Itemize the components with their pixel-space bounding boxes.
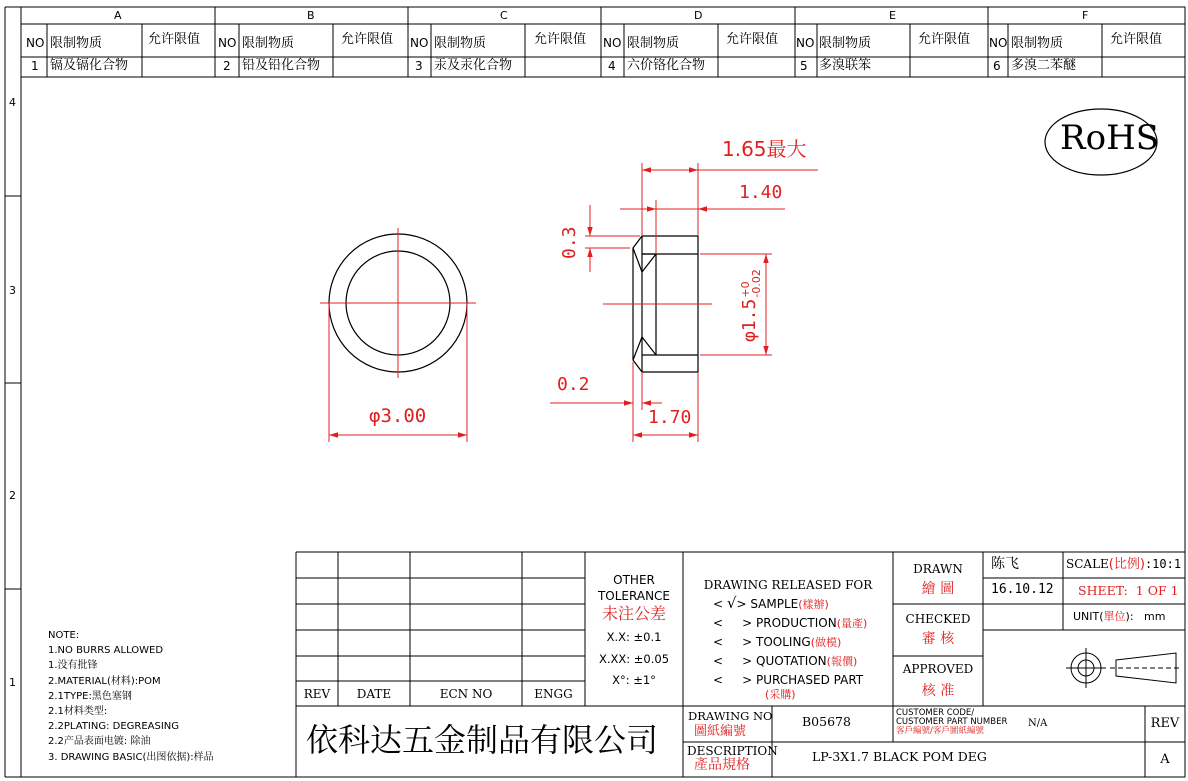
header-no: NO [796, 36, 815, 50]
rev-label: REV [1150, 715, 1180, 731]
release-option-production[interactable] [713, 614, 892, 633]
drawn-label-cn: 繪 圖 [921, 581, 955, 597]
tolerance-angle: X°: ±1° [612, 673, 656, 687]
drawn-by: 陈飞 [991, 556, 1019, 572]
unit-value: mm [1144, 610, 1166, 623]
header-limit: 允许限值 [918, 32, 971, 47]
scale-value: :10:1 [1144, 557, 1182, 571]
rev-value: A [1160, 751, 1170, 767]
release-mark: < [713, 616, 724, 630]
projection-symbol [1066, 648, 1182, 688]
unit-label-cn: 單位 [1103, 610, 1126, 623]
release-label-cn: (采購) [765, 688, 796, 701]
header-substance: 限制物质 [627, 36, 680, 51]
tolerance-xxx: X.XX: ±0.05 [598, 652, 670, 666]
description-label: DESCRIPTION [687, 744, 778, 758]
note-line: 3. DRAWING BASIC(出图依据):样品 [48, 751, 214, 763]
item-no: 6 [993, 59, 1001, 73]
description-label-cn: 產品規格 [694, 757, 750, 773]
dim-inner-dia-value: φ1.5 [739, 298, 760, 342]
header-no: NO [218, 36, 237, 50]
header-no: NO [26, 36, 45, 50]
checked-label: CHECKED [905, 612, 971, 626]
item-substance: 多溴联笨 [819, 58, 872, 73]
tolerance-title-2: TOLERANCE [597, 589, 671, 603]
note-line: NOTE: [48, 630, 80, 641]
drawing-no-label: DRAWING NO [688, 709, 773, 723]
note-line: 2.2产品表面电镀: 除油 [48, 736, 151, 748]
release-label-cn: (樣辦) [798, 598, 829, 611]
release-option-quotation[interactable] [713, 652, 892, 671]
zone-row-2: 2 [9, 489, 16, 502]
description-value: LP-3X1.7 BLACK POM DEG [812, 749, 987, 764]
approved-label-cn: 核 准 [921, 683, 955, 699]
item-no: 3 [415, 59, 423, 73]
zone-col-c: C [500, 9, 508, 22]
header-limit: 允许限值 [534, 32, 587, 47]
notes-block [48, 628, 214, 765]
zone-row-4: 4 [9, 96, 16, 109]
dim-chamfer: 0.3 [559, 226, 580, 259]
release-label-cn: (報價) [826, 655, 858, 668]
drawing-no-value: B05678 [802, 714, 851, 729]
check-icon: √ [726, 594, 737, 612]
header-substance: 限制物质 [819, 36, 872, 51]
release-block [684, 578, 892, 701]
note-line: 2.1材料类型: [48, 706, 108, 718]
sheet-field [1078, 585, 1179, 598]
approved-label: APPROVED [902, 662, 974, 676]
release-label: > SAMPLE [736, 597, 799, 611]
release-label: > TOOLING [742, 635, 811, 649]
rev-header: REV [303, 687, 331, 701]
note-line: 2.1TYPE:黑色塞钢 [48, 690, 132, 702]
item-substance: 多溴二苯醚 [1011, 58, 1077, 73]
tolerance-xx: X.X: ±0.1 [606, 630, 662, 644]
customer-label-cn: 客戶編號/客戶圖紙編號 [896, 726, 984, 736]
dim-inner-tol-plus: +0 [738, 281, 752, 298]
header-limit: 允许限值 [726, 32, 779, 47]
release-mark: < [713, 597, 724, 611]
front-view [320, 228, 476, 378]
zone-col-e: E [889, 9, 896, 22]
header-limit: 允许限值 [1110, 32, 1163, 47]
header-substance: 限制物质 [1011, 36, 1064, 51]
note-line: 2.MATERIAL(材料):POM [48, 675, 161, 687]
header-substance: 限制物质 [50, 36, 103, 51]
item-no: 1 [31, 59, 39, 73]
tolerance-title: OTHER [613, 573, 655, 587]
tolerance-block [585, 572, 683, 688]
release-label: > QUOTATION [742, 654, 827, 668]
checked-label-cn: 審 核 [921, 631, 955, 647]
item-substance: 铅及铅化合物 [242, 58, 321, 73]
note-line: 1.没有批锋 [48, 660, 98, 672]
zone-col-b: B [307, 9, 315, 22]
item-no: 4 [608, 59, 616, 73]
header-no: NO [410, 36, 429, 50]
item-substance: 镉及镉化合物 [50, 58, 129, 73]
customer-label-line: CUSTOMER PART NUMBER [896, 717, 1008, 727]
engg-header: ENGG [534, 687, 573, 701]
item-substance: 六价铬化合物 [627, 58, 706, 73]
header-no: NO [989, 36, 1008, 50]
company-name: 依科达五金制品有限公司 [306, 721, 659, 759]
note-line: 2.2PLATING: DEGREASING [48, 721, 180, 733]
customer-code-value: N/A [1028, 718, 1048, 729]
rohs-label: RoHS [1060, 118, 1160, 158]
release-label: > PURCHASED PART [742, 673, 864, 687]
release-title: DRAWING RELEASED FOR [703, 578, 873, 592]
scale-field [1066, 558, 1181, 571]
dim-inner-tol-minus: -0.02 [749, 269, 763, 298]
scale-label-cn: (比例) [1108, 557, 1145, 572]
header-limit: 允许限值 [148, 32, 201, 47]
header-limit: 允许限值 [341, 32, 394, 47]
release-mark: < [713, 635, 724, 649]
dim-gap: 0.2 [557, 374, 590, 395]
release-mark: < [713, 673, 724, 687]
dim-inner-diameter [739, 269, 762, 342]
sheet-label: SHEET: [1078, 583, 1128, 598]
item-substance: 汞及汞化合物 [434, 58, 513, 73]
scale-label: SCALE [1066, 557, 1109, 571]
dim-max-length: 1.65最大 [722, 137, 807, 161]
release-mark: < [713, 654, 724, 668]
release-label-cn: (做模) [810, 636, 842, 649]
tolerance-title-cn: 未注公差 [601, 604, 666, 623]
ecn-header: ECN NO [439, 687, 493, 701]
dim-length-170: 1.70 [648, 407, 692, 428]
sheet-value: 1 OF 1 [1135, 583, 1179, 598]
drawing-no-label-cn: 圖紙編號 [694, 724, 747, 739]
unit-field [1073, 611, 1165, 622]
zone-col-a: A [114, 9, 122, 22]
date-header: DATE [356, 687, 392, 701]
release-option-purchased[interactable] [713, 671, 892, 689]
drawn-label: DRAWN [913, 562, 963, 576]
dim-length-140: 1.40 [739, 182, 783, 203]
release-option-sample[interactable] [713, 594, 892, 614]
zone-col-f: F [1082, 9, 1089, 22]
release-label: > PRODUCTION [742, 616, 837, 630]
item-no: 2 [223, 59, 231, 73]
zone-col-d: D [694, 9, 703, 22]
release-option-tooling[interactable] [713, 633, 892, 652]
header-substance: 限制物质 [242, 36, 295, 51]
release-label-cn: (量產) [836, 617, 868, 630]
zone-row-1: 1 [9, 676, 16, 689]
header-substance: 限制物质 [434, 36, 487, 51]
drawn-date: 16.10.12 [991, 582, 1054, 597]
note-line: 1.NO BURRS ALLOWED [48, 645, 164, 657]
customer-label-line: CUSTOMER CODE/ [896, 708, 975, 718]
item-no: 5 [800, 59, 808, 73]
unit-label: UNIT( [1073, 610, 1104, 623]
unit-label-close: ): [1125, 610, 1134, 623]
customer-code-label [896, 709, 1007, 736]
dim-outer-diameter: φ3.00 [369, 405, 427, 427]
zone-row-3: 3 [9, 284, 16, 297]
header-no: NO [603, 36, 622, 50]
